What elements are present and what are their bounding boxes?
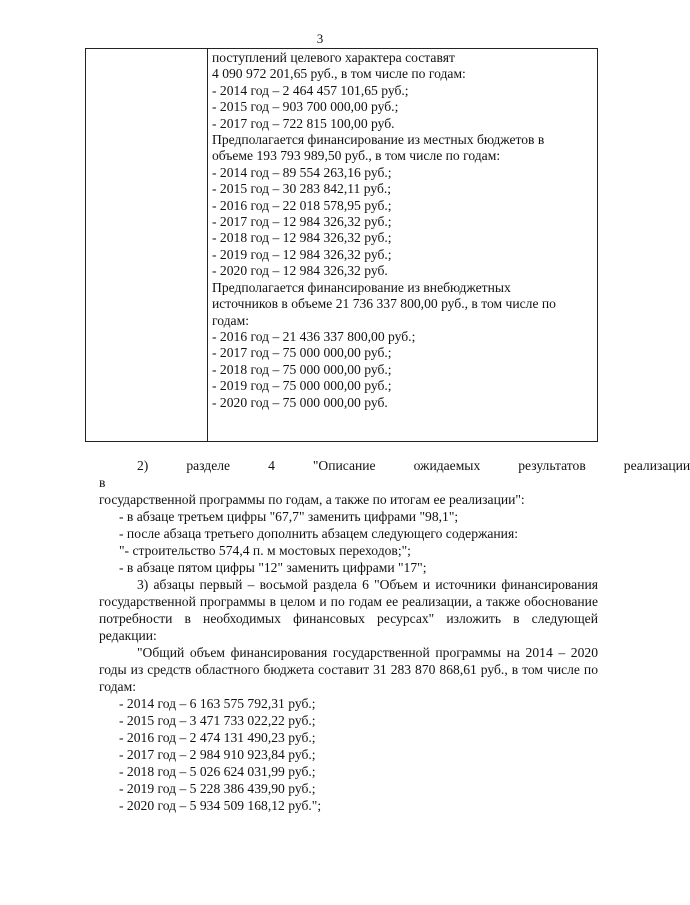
- table-line: - 2019 год – 12 984 326,32 руб.;: [212, 246, 392, 262]
- table-line: Предполагается финансирование из внебюджетных: [212, 279, 511, 295]
- table-line: годам:: [212, 312, 249, 328]
- table-line: 4 090 972 201,65 руб., в том числе по годам:: [212, 66, 466, 82]
- table-column-divider: [207, 49, 208, 441]
- table-line: Предполагается финансирование из местных бюджетов в: [212, 132, 545, 148]
- section2-item: - в абзаце пятом цифры "12" заменить цифрами "17";: [119, 560, 427, 575]
- table-line: - 2017 год – 75 000 000,00 руб.;: [212, 345, 392, 361]
- section3-year-item: - 2014 год – 6 163 575 792,31 руб.;: [119, 696, 316, 711]
- section2-item: - в абзаце третьем цифры "67,7" заменить цифрами "98,1";: [119, 509, 459, 524]
- table-line: - 2017 год – 722 815 100,00 руб.: [212, 115, 395, 131]
- table-line: - 2014 год – 2 464 457 101,65 руб.;: [212, 82, 409, 98]
- document-body: [99, 457, 690, 814]
- table-line: - 2016 год – 21 436 337 800,00 руб.;: [212, 328, 416, 344]
- section2-item: - после абзаца третьего дополнить абзацем следующего содержания:: [119, 526, 518, 541]
- section3-year-item: - 2020 год – 5 934 509 168,12 руб.";: [119, 798, 322, 813]
- section2-word: результатов: [518, 458, 586, 473]
- section2-word: 4: [268, 458, 275, 473]
- financing-table: [85, 48, 598, 442]
- table-line: - 2015 год – 30 283 842,11 руб.;: [212, 181, 392, 197]
- table-line: - 2016 год – 22 018 578,95 руб.;: [212, 197, 392, 213]
- section3-year-item: - 2018 год – 5 026 624 031,99 руб.;: [119, 764, 316, 779]
- page-number: 3: [316, 31, 324, 46]
- section2-word: 2) в: [99, 458, 149, 490]
- section3-year-item: - 2019 год – 5 228 386 439,90 руб.;: [119, 781, 316, 796]
- section3-year-item: - 2017 год – 2 984 910 923,84 руб.;: [119, 747, 316, 762]
- table-line: - 2019 год – 75 000 000,00 руб.;: [212, 378, 392, 394]
- section3-year-item: - 2015 год – 3 471 733 022,22 руб.;: [119, 713, 316, 728]
- table-line: источников в объеме 21 736 337 800,00 руб., в том числе по: [212, 296, 556, 312]
- section2-heading-continuation: государственной программы по годам, а также по итогам ее реализации":: [99, 492, 525, 507]
- section2-word: реализации: [623, 458, 690, 473]
- table-content-cell: [212, 50, 594, 411]
- table-line: - 2015 год – 903 700 000,00 руб.;: [212, 99, 399, 115]
- table-line: - 2014 год – 89 554 263,16 руб.;: [212, 164, 392, 180]
- section2-word: "Описание: [312, 458, 376, 473]
- section3-paragraph: 3) абзацы первый – восьмой раздела 6 "Объем и источники финансирования государственной программы в целом и по годам ее реализации, а также обоснование потребности в необходимых финансовых ресурсах" изложить в следующей редакции:: [99, 577, 598, 643]
- table-line: объеме 193 793 989,50 руб., в том числе по годам:: [212, 148, 501, 164]
- section2-heading-line: [99, 457, 690, 491]
- section3-year-item: - 2016 год – 2 474 131 490,23 руб.;: [119, 730, 316, 745]
- table-line: - 2017 год – 12 984 326,32 руб.;: [212, 214, 392, 230]
- section2-word: разделе: [186, 458, 231, 473]
- table-line: - 2020 год – 12 984 326,32 руб.: [212, 263, 388, 279]
- table-line: поступлений целевого характера составят: [212, 50, 455, 65]
- section2-word: ожидаемых: [413, 458, 481, 473]
- section2-item: "- строительство 574,4 п. м мостовых переходов;";: [119, 543, 411, 558]
- table-line: - 2020 год – 75 000 000,00 руб.: [212, 394, 388, 410]
- section3-quote: "Общий объем финансирования государственной программы на 2014 – 2020 годы из средств областного бюджета составит 31 283 870 868,61 руб., в том числе по годам:: [99, 645, 598, 694]
- table-line: - 2018 год – 75 000 000,00 руб.;: [212, 361, 392, 377]
- table-line: - 2018 год – 12 984 326,32 руб.;: [212, 230, 392, 246]
